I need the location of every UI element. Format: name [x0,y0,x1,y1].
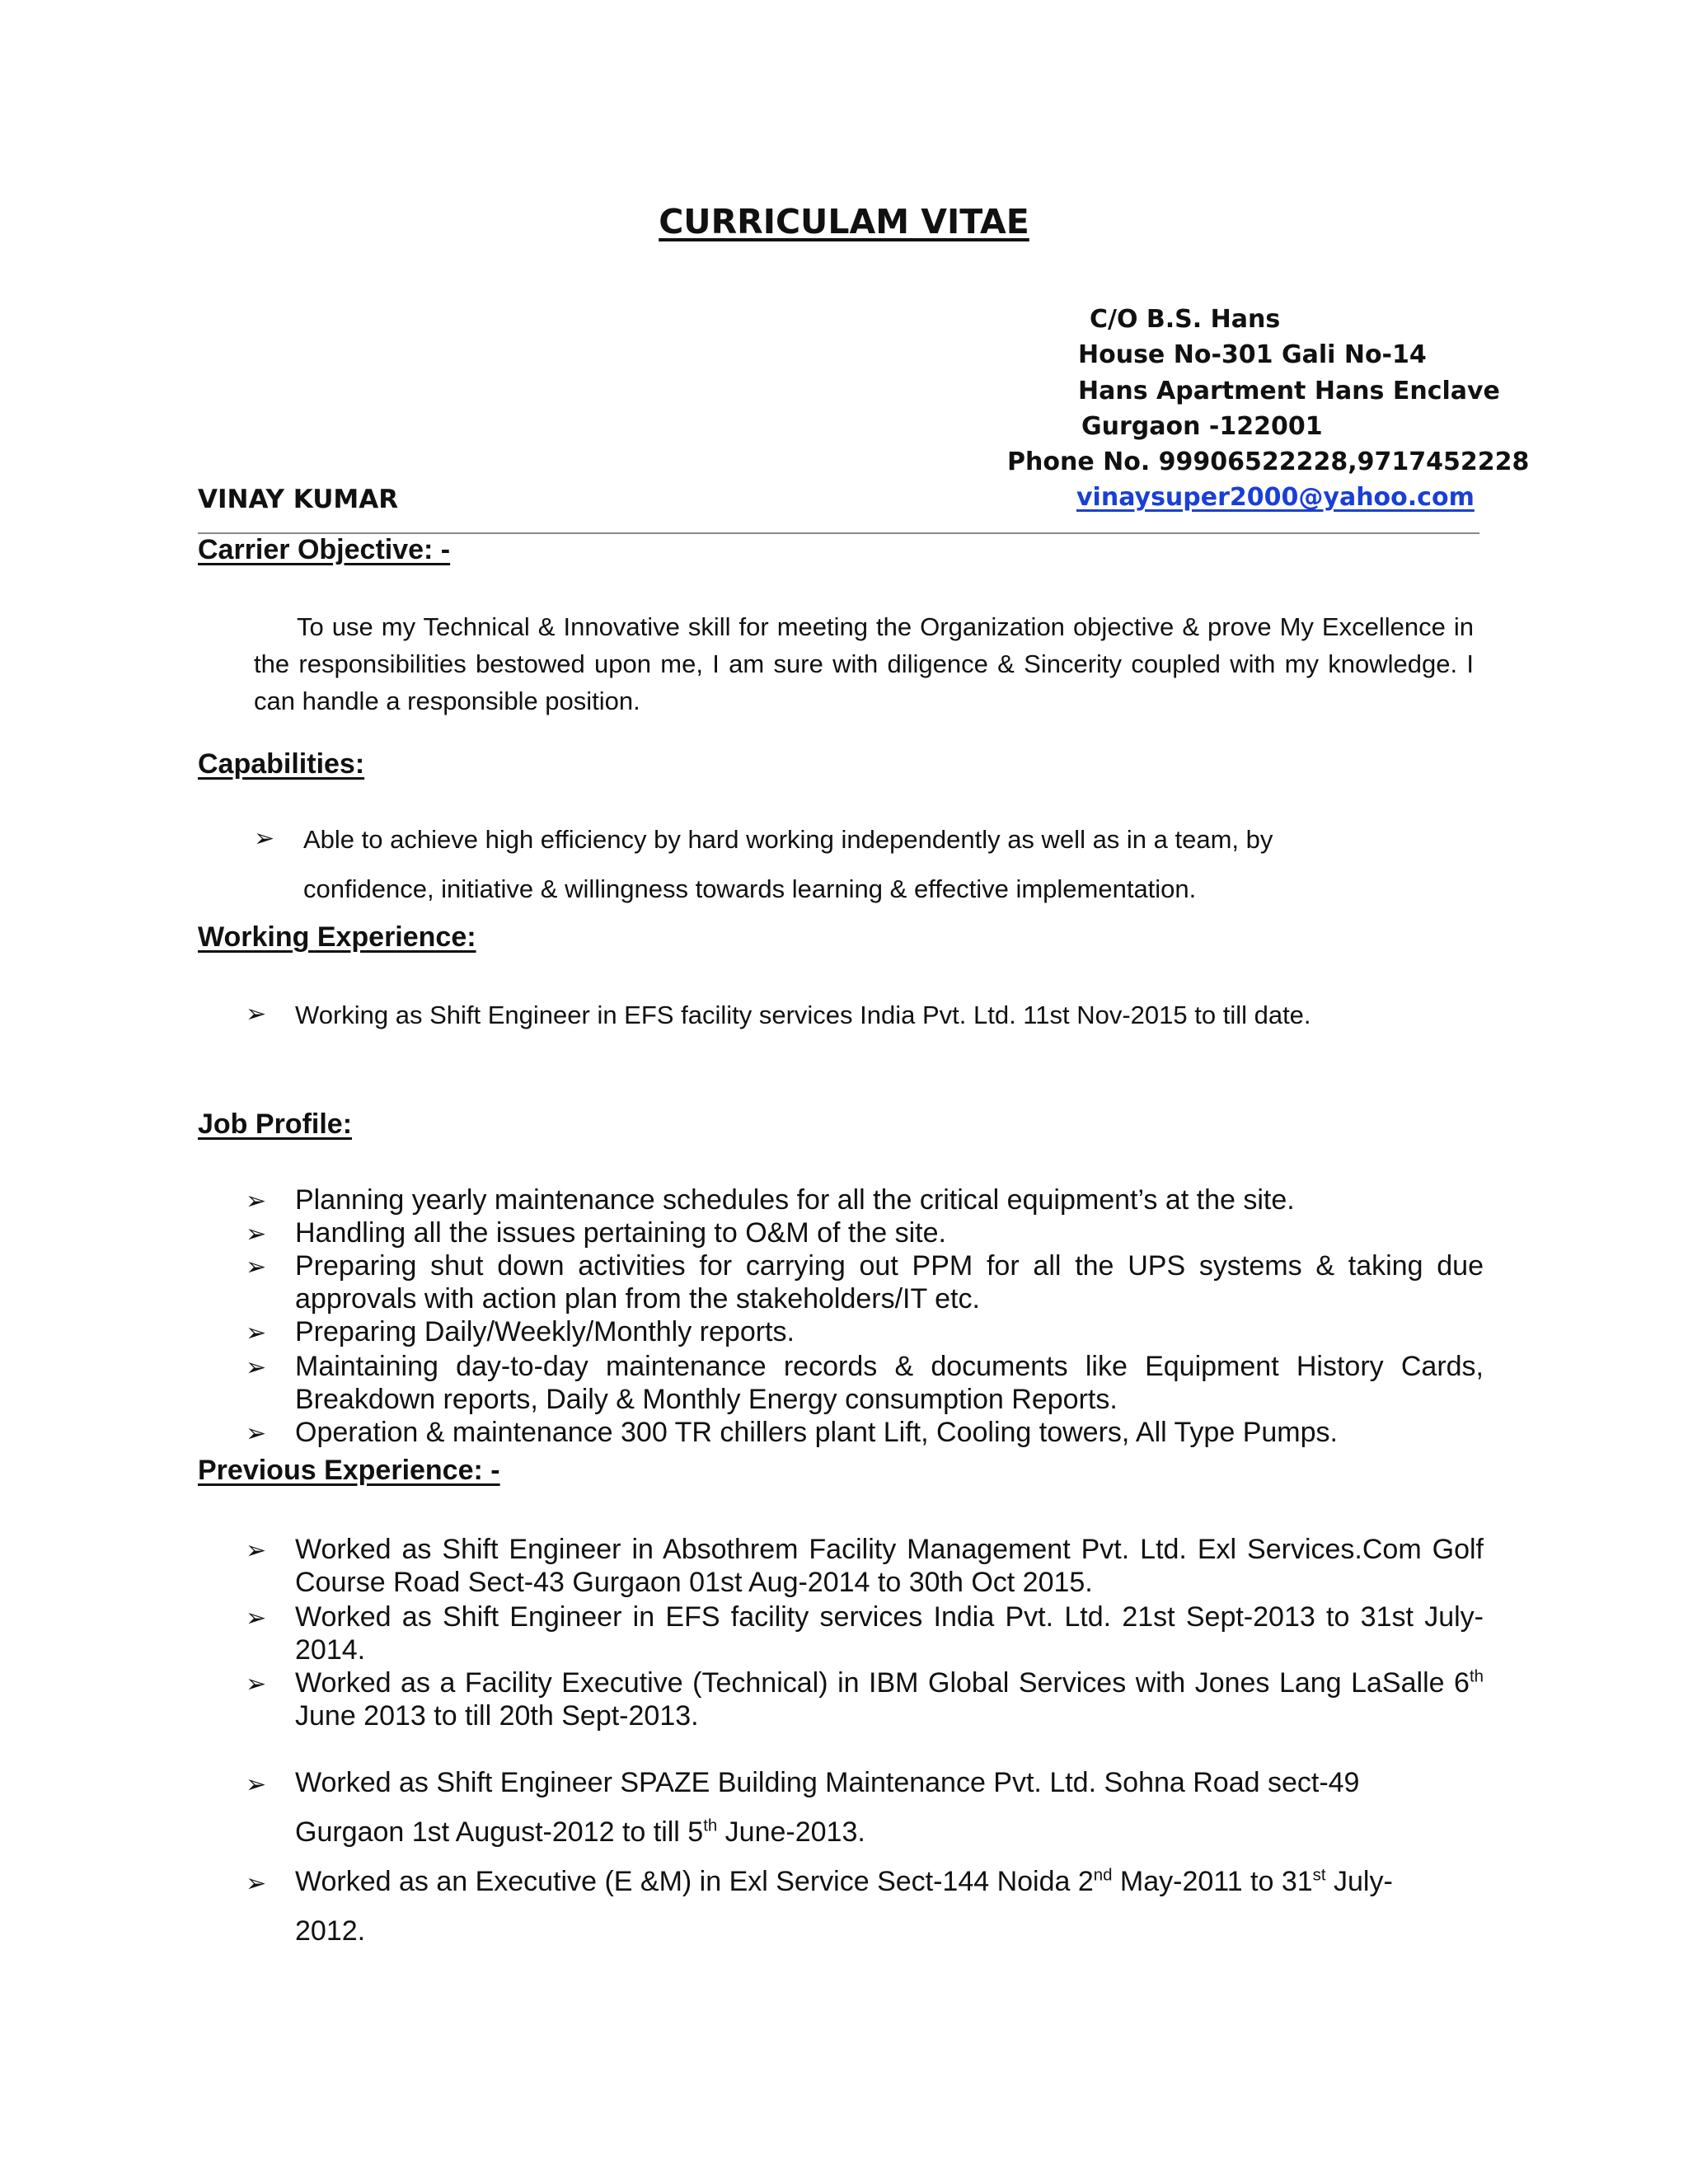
job-profile-item: Operation & maintenance 300 TR chillers plant Lift, Cooling towers, All Type Pumps. [295,1417,1338,1448]
working-experience-item: Working as Shift Engineer in EFS facility services India Pvt. Ltd. 11st Nov-2015 to till date. [295,1001,1311,1029]
document-title: CURRICULAM VITAE [659,202,1029,241]
previous-experience-item [295,1666,1484,1732]
item-text: Worked as a Facility Executive (Technical) in IBM Global Services with Jones Lang LaSalle 6 [295,1667,1470,1699]
heading-carrier-objective: Carrier Objective: - [198,534,451,565]
item-text: June 2013 to till 20th Sept-2013. [295,1700,699,1732]
job-profile-item: Handling all the issues pertaining to O&M of the site. [295,1217,946,1249]
previous-experience-item: Worked as Shift Engineer SPAZE Building Maintenance Pvt. Ltd. Sohna Road sect-49 [295,1767,1360,1798]
previous-experience-item: Worked as Shift Engineer in Absothrem Facility Management Pvt. Ltd. Exl Services.Com Golf Course Road Sect-43 Gurgaon 01st Aug-2014 to 30th Oct 2015. [295,1534,1484,1598]
bullet-arrow-icon: ➢ [246,1221,267,1248]
address-line-2: House No-301 Gali No-14 [1078,340,1427,369]
item-text: Gurgaon 1st August-2012 to till 5 [295,1816,704,1848]
address-line-3: Hans Apartment Hans Enclave [1078,377,1500,405]
bullet-arrow-icon: ➢ [246,1354,267,1381]
ordinal-suffix: th [1469,1667,1484,1686]
item-text: June-2013. [717,1816,865,1848]
objective-text: To use my Technical & Innovative skill for meeting the Organization objective & prove My Excellence in the responsibilities bestowed upon me, I am sure with diligence & Sincerity coupled with my knowledge. I can handle a responsible position. [254,612,1474,715]
bullet-arrow-icon: ➢ [246,1605,267,1632]
heading-working-experience: Working Experience: [198,921,476,953]
bullet-arrow-icon: ➢ [246,1001,267,1028]
ordinal-suffix: th [703,1816,718,1835]
previous-experience-item [295,1866,1393,1898]
heading-previous-experience: Previous Experience: - [198,1455,500,1486]
bullet-arrow-icon: ➢ [246,1537,267,1564]
address-line-4: Gurgaon -122001 [1081,412,1323,441]
bullet-arrow-icon: ➢ [246,1870,267,1897]
ordinal-suffix: st [1312,1866,1326,1885]
job-profile-item: Planning yearly maintenance schedules for all the critical equipment’s at the site. [295,1184,1295,1216]
candidate-name: VINAY KUMAR [198,485,399,514]
bullet-arrow-icon: ➢ [254,825,275,852]
bullet-arrow-icon: ➢ [246,1671,267,1698]
heading-capabilities: Capabilities: [198,748,365,780]
email-link[interactable]: vinaysuper2000@yahoo.com [1076,483,1475,512]
previous-experience-item: Worked as Shift Engineer in EFS facility services India Pvt. Ltd. 21st Sept-2013 to 31st July-2014. [295,1601,1484,1666]
heading-job-profile: Job Profile: [198,1108,353,1140]
item-text: Worked as an Executive (E &M) in Exl Service Sect-144 Noida 2 [295,1866,1094,1897]
job-profile-item: Maintaining day-to-day maintenance records & documents like Equipment History Cards, Breakdown reports, Daily & Monthly Energy consumption Reports. [295,1351,1484,1415]
bullet-arrow-icon: ➢ [246,1771,267,1798]
previous-experience-item: 2012. [295,1915,366,1947]
phone-number: Phone No. 99906522228,9717452228 [1007,448,1530,476]
item-text: July- [1325,1866,1393,1897]
bullet-arrow-icon: ➢ [246,1254,267,1281]
capabilities-line-2: confidence, initiative & willingness towards learning & effective implementation. [303,874,1197,903]
bullet-arrow-icon: ➢ [246,1420,267,1447]
bullet-arrow-icon: ➢ [246,1319,267,1347]
address-line-1: C/O B.S. Hans [1090,305,1281,334]
bullet-arrow-icon: ➢ [246,1188,267,1215]
job-profile-item: Preparing Daily/Weekly/Monthly reports. [295,1316,795,1347]
ordinal-suffix: nd [1093,1866,1113,1885]
previous-experience-item [295,1816,865,1849]
job-profile-item: Preparing shut down activities for carrying out PPM for all the UPS systems & taking due approvals with action plan from the stakeholders/IT etc. [295,1250,1484,1315]
capabilities-line-1: Able to achieve high efficiency by hard working independently as well as in a team, by [303,825,1273,854]
item-text: May-2011 to 31 [1112,1866,1313,1897]
